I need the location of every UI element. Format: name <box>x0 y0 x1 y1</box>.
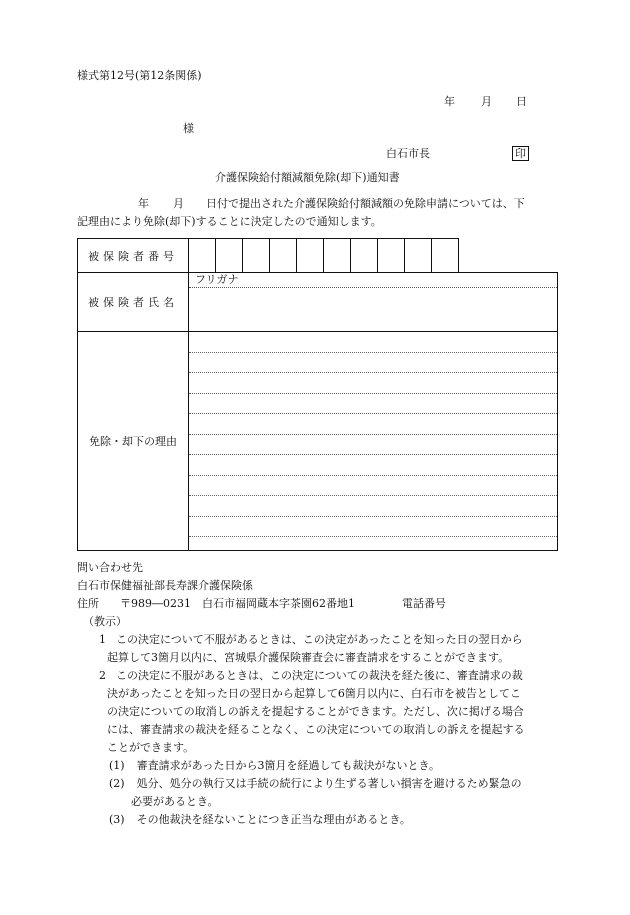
address-label: 住所 <box>77 597 99 610</box>
insured-name-row <box>78 273 558 332</box>
insured-number-row <box>78 239 558 273</box>
instruction-item-2-line: 2 この決定に不服があるときは、この決定についての裁決を経た後に、審査請求の裁 <box>99 669 523 682</box>
address-value: 〒989―0231 白石市福岡蔵本字茶園62番地1 <box>120 597 355 610</box>
reason-writing-line[interactable] <box>189 353 557 374</box>
reason-writing-line[interactable] <box>189 414 557 435</box>
reason-writing-line[interactable] <box>189 476 557 497</box>
furigana-label: フリガナ <box>189 273 557 288</box>
reason-label: 免除・却下の理由 <box>78 332 189 551</box>
insured-number-digit[interactable] <box>378 239 405 273</box>
insured-number-digit[interactable] <box>405 239 432 273</box>
body-line-1: 日付で提出された介護保険給付額減額の免除申請については、下 <box>206 197 525 210</box>
contact-and-instructions <box>77 559 557 829</box>
instruction-sub-item: (2) 処分、処分の執行又は手続の続行により生ずる著しい損害を避けるため緊急の <box>109 777 522 790</box>
reason-writing-line[interactable] <box>189 455 557 476</box>
date-day-label: 日 <box>516 95 527 108</box>
insured-number-digit[interactable] <box>297 239 324 273</box>
reason-writing-line[interactable] <box>189 496 557 517</box>
insured-number-blank <box>459 239 558 273</box>
insured-number-digit[interactable] <box>432 239 459 273</box>
insured-number-digit[interactable] <box>216 239 243 273</box>
reason-row <box>78 332 558 551</box>
insured-name-cell[interactable] <box>189 273 558 332</box>
reason-writing-line[interactable] <box>189 394 557 415</box>
instruction-item-2-line: の決定についての取消しの訴えを提起することができます。ただし、次に掲げる場合 <box>107 705 524 718</box>
addressee-suffix: 様 <box>183 122 194 135</box>
phone-label: 電話番号 <box>401 597 446 610</box>
instruction-sub-item: (3) その他裁決を経ないことにつき正当な理由があるとき。 <box>109 813 411 826</box>
seal-mark: 印 <box>512 146 529 161</box>
reason-cell[interactable] <box>189 332 558 551</box>
insured-name-label: 被保険者氏名 <box>78 273 189 332</box>
insured-number-digit[interactable] <box>189 239 216 273</box>
insured-number-digit[interactable] <box>351 239 378 273</box>
reason-writing-line[interactable] <box>189 517 557 538</box>
insured-name-field[interactable] <box>189 288 557 331</box>
instruction-item-2-line: 決があったことを知った日の翌日から起算して6箇月以内に、白石市を被告としてこ <box>107 687 521 700</box>
reason-writing-line[interactable] <box>189 373 557 394</box>
date-year-label: 年 <box>444 95 455 108</box>
insured-number-digit[interactable] <box>243 239 270 273</box>
document-title: 介護保険給付額減額免除(却下)通知書 <box>215 171 400 184</box>
instruction-item-1-line: 1 この決定について不服があるときは、この決定があったことを知った日の翌日から <box>99 633 523 646</box>
form-number: 様式第12号(第12条関係) <box>77 69 202 82</box>
insured-number-label: 被保険者番号 <box>78 239 189 273</box>
insured-number-digit[interactable] <box>324 239 351 273</box>
instruction-sub-item-continuation: 必要があるとき。 <box>131 795 219 808</box>
contact-address-line <box>77 595 557 613</box>
body-date-month: 月 <box>173 197 184 210</box>
reason-writing-line[interactable] <box>189 332 557 353</box>
body-date-year: 年 <box>138 197 149 210</box>
contact-department: 白石市保健福祉部長寿課介護保険係 <box>77 579 253 592</box>
instruction-item-1-line: 起算して3箇月以内に、宮城県介護保険審査会に審査請求をすることができます。 <box>107 651 510 664</box>
date-month-label: 月 <box>481 95 492 108</box>
body-line-2: 記理由により免除(却下)することに決定したので通知します。 <box>77 215 382 228</box>
insured-number-digit[interactable] <box>270 239 297 273</box>
reason-writing-line[interactable] <box>189 435 557 456</box>
instruction-item-2-line: には、審査請求の裁決を経ることなく、この決定についての取消しの訴えを提起する <box>107 723 525 736</box>
instruction-sub-item: (1) 審査請求があった日から3箇月を経過しても裁決がないとき。 <box>109 759 441 772</box>
instruction-item-2-line: ことができます。 <box>107 741 195 754</box>
instruction-heading: （教示） <box>83 615 127 628</box>
issuer-name: 白石市長 <box>386 147 430 160</box>
form-table <box>77 238 558 551</box>
contact-heading: 問い合わせ先 <box>77 561 143 574</box>
